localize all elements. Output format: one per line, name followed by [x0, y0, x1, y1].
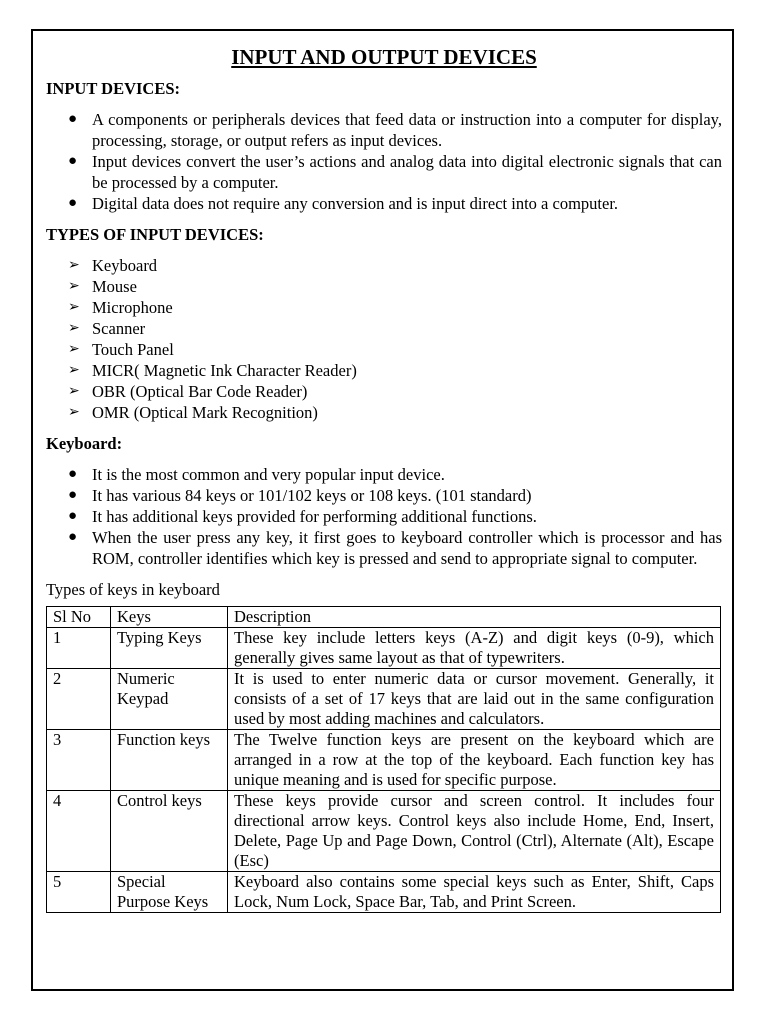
table-cell: It is used to enter numeric data or cursor movement. Generally, it consists of a set of 17 keys that are laid out in the same configuration used by most adding machines and calculators.: [228, 669, 721, 730]
list-item: ➢ Scanner: [68, 319, 146, 338]
bullet-icon: ●: [68, 195, 78, 211]
table-cell: These keys provide cursor and screen control. It includes four directional arrow keys. Control keys also include Home, End, Insert, Delete, Page Up and Page Down, Control (Ctrl), Alternate (Alt), Escape (Esc): [228, 791, 721, 872]
table-cell: 5: [47, 872, 111, 913]
list-item: ➢ Microphone: [68, 298, 173, 317]
input-devices-list: [46, 109, 722, 214]
table-row: [47, 669, 721, 730]
arrow-bullet-icon: ➢: [68, 405, 80, 420]
table-cell: Special Purpose Keys: [111, 872, 228, 913]
table-cell: 4: [47, 791, 111, 872]
table-cell: 3: [47, 730, 111, 791]
arrow-bullet-icon: ➢: [68, 279, 80, 294]
table-header-row: [47, 607, 721, 628]
list-item: ➢ Mouse: [68, 277, 137, 296]
page-title: INPUT AND OUTPUT DEVICES: [231, 45, 537, 69]
table-cell: Function keys: [111, 730, 228, 791]
table-cell: Numeric Keypad: [111, 669, 228, 730]
list-item: ● It is the most common and very popular input device.: [68, 465, 445, 484]
arrow-bullet-icon: ➢: [68, 258, 80, 273]
table-cell: 2: [47, 669, 111, 730]
keys-table: [46, 606, 721, 913]
list-item: ● A components or peripherals devices that feed data or instruction into a computer for display, processing, storage, or output refers as input devices.: [68, 110, 722, 150]
table-row: [47, 730, 721, 791]
table-header: Sl No: [47, 607, 111, 628]
table-row: [47, 628, 721, 669]
keyboard-heading: Keyboard:: [46, 434, 123, 453]
bullet-icon: ●: [68, 508, 78, 524]
bullet-icon: ●: [68, 466, 78, 482]
table-row: [47, 872, 721, 913]
arrow-bullet-icon: ➢: [68, 363, 80, 378]
bullet-icon: ●: [68, 111, 78, 127]
table-header: Keys: [111, 607, 228, 628]
arrow-bullet-icon: ➢: [68, 384, 80, 399]
types-heading: TYPES OF INPUT DEVICES:: [46, 225, 264, 244]
list-item: ● When the user press any key, it first goes to keyboard controller which is processor and has ROM, controller identifies which key is pressed and send to appropriate signal to computer.: [68, 528, 722, 568]
arrow-bullet-icon: ➢: [68, 321, 80, 336]
list-item: ➢ Keyboard: [68, 256, 158, 275]
bullet-icon: ●: [68, 153, 78, 169]
list-item: ● Input devices convert the user’s actions and analog data into digital electronic signals that can be processed by a computer.: [68, 152, 722, 192]
table-cell: These key include letters keys (A-Z) and digit keys (0-9), which generally gives same layout as that of typewriters.: [228, 628, 721, 669]
input-devices-heading: INPUT DEVICES:: [46, 79, 181, 98]
table-row: [47, 791, 721, 872]
table-header: Description: [228, 607, 721, 628]
document-body: [46, 44, 722, 913]
list-item: ● It has various 84 keys or 101/102 keys or 108 keys. (101 standard): [68, 486, 532, 505]
arrow-bullet-icon: ➢: [68, 342, 80, 357]
table-cell: Typing Keys: [111, 628, 228, 669]
list-item: ➢ MICR( Magnetic Ink Character Reader): [68, 361, 357, 380]
list-item: ● Digital data does not require any conversion and is input direct into a computer.: [68, 194, 619, 213]
arrow-bullet-icon: ➢: [68, 300, 80, 315]
table-cell: The Twelve function keys are present on the keyboard which are arranged in a row at the top of the keyboard. Each function key has unique meaning and is used for specific purpose.: [228, 730, 721, 791]
list-item: ➢ OMR (Optical Mark Recognition): [68, 403, 318, 422]
table-cell: Control keys: [111, 791, 228, 872]
table-cell: 1: [47, 628, 111, 669]
bullet-icon: ●: [68, 487, 78, 503]
table-cell: Keyboard also contains some special keys such as Enter, Shift, Caps Lock, Num Lock, Space Bar, Tab, and Print Screen.: [228, 872, 721, 913]
list-item: ➢ OBR (Optical Bar Code Reader): [68, 382, 308, 401]
keyboard-list: [46, 464, 722, 569]
types-list: [46, 255, 722, 423]
list-item: ● It has additional keys provided for performing additional functions.: [68, 507, 537, 526]
list-item: ➢ Touch Panel: [68, 340, 174, 359]
table-caption: Types of keys in keyboard: [46, 580, 220, 599]
bullet-icon: ●: [68, 529, 78, 545]
